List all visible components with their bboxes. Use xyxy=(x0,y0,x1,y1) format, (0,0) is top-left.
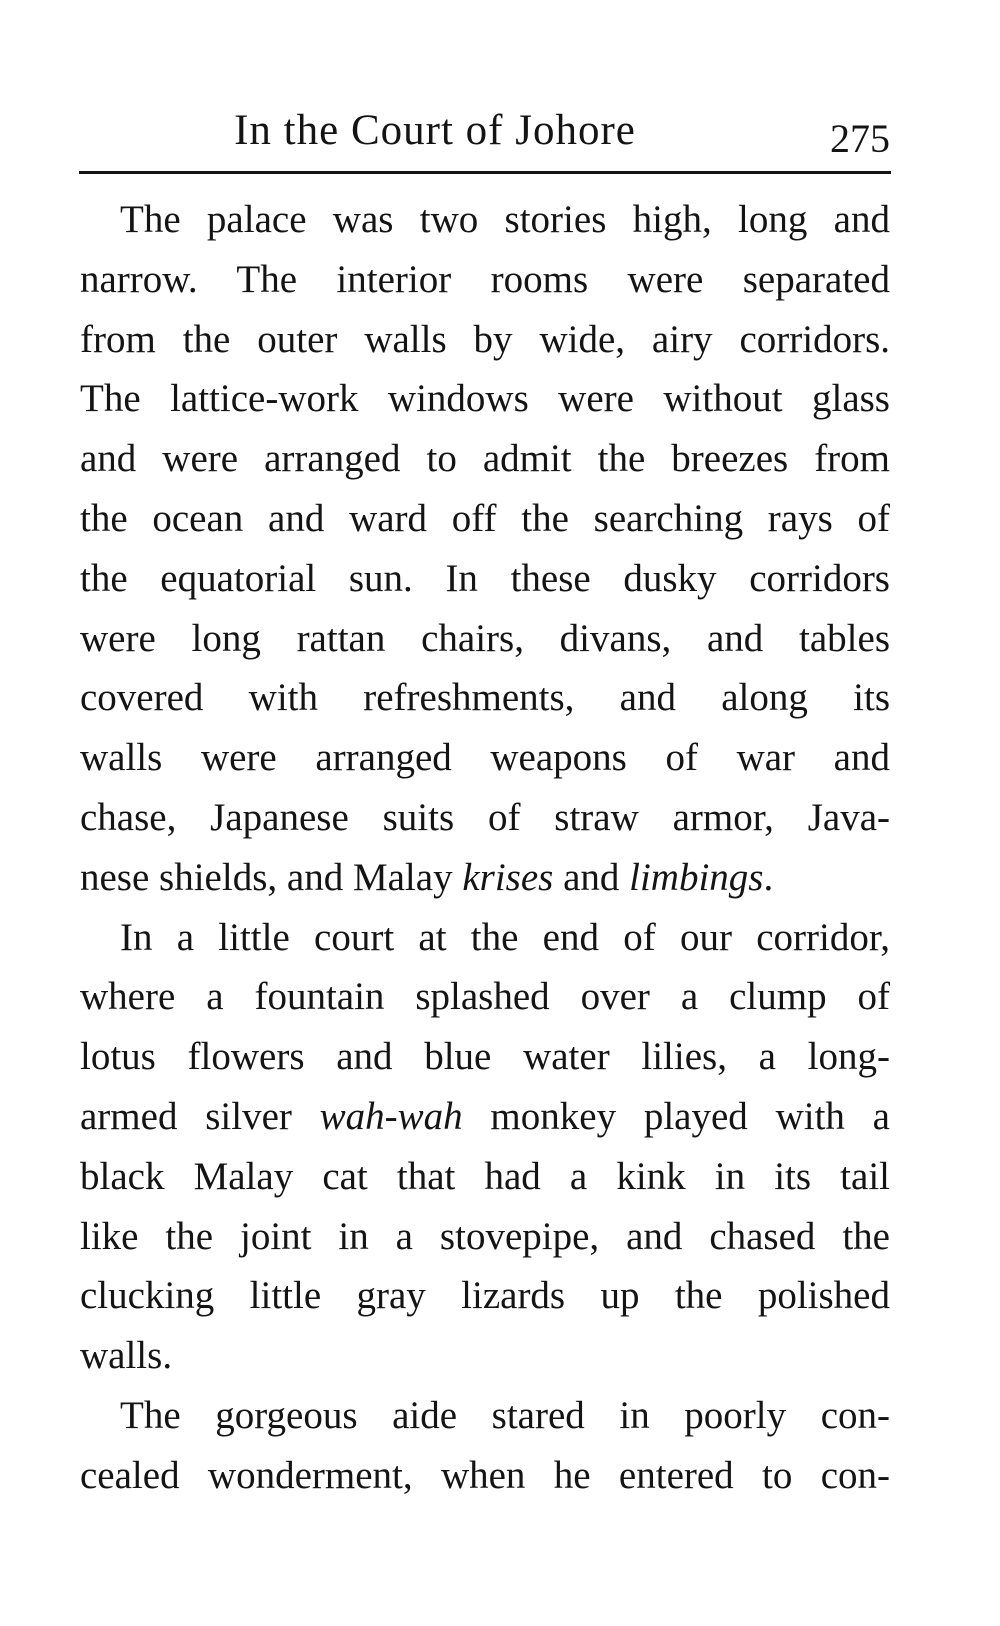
paragraph-2 xyxy=(80,908,890,1386)
text-line: walls. xyxy=(80,1334,173,1378)
italic-term-limbings: limbings xyxy=(629,855,764,899)
text-line: narrow. The interior rooms were separated xyxy=(80,257,890,301)
text-segment: monkey played with a xyxy=(462,1094,890,1138)
text-segment: nese shields, and Malay xyxy=(80,855,463,899)
text-segment: armed silver xyxy=(80,1094,320,1138)
header-rule xyxy=(79,171,891,174)
running-head xyxy=(80,100,890,162)
text-line: The gorgeous aide stared in poorly con- xyxy=(120,1393,890,1437)
text-line: and were arranged to admit the breezes from xyxy=(80,437,890,481)
running-title: In the Court of Johore xyxy=(234,107,636,154)
text-segment: and xyxy=(553,855,630,899)
text-line: where a fountain splashed over a clump of xyxy=(80,975,890,1019)
paragraph-1 xyxy=(80,190,890,908)
text-line: like the joint in a stovepipe, and chased the xyxy=(80,1214,890,1258)
text-line: clucking little gray lizards up the polished xyxy=(80,1274,890,1318)
text-line: chase, Japanese suits of straw armor, Java- xyxy=(80,795,890,839)
text-line: were long rattan chairs, divans, and tables xyxy=(80,616,890,660)
text-segment: . xyxy=(763,855,774,899)
text-line xyxy=(80,848,890,908)
text-line: The palace was two stories high, long and xyxy=(120,198,890,241)
text-line xyxy=(80,1087,890,1147)
text-line: the equatorial sun. In these dusky corridors xyxy=(80,556,890,600)
text-line: The lattice-work windows were without glass xyxy=(80,377,890,421)
italic-term-krises: krises xyxy=(462,855,554,899)
text-line: black Malay cat that had a kink in its tail xyxy=(80,1154,890,1198)
text-line: from the outer walls by wide, airy corridors. xyxy=(80,317,890,361)
paragraph-3 xyxy=(80,1386,890,1506)
page-number: 275 xyxy=(830,116,890,161)
text-line: lotus flowers and blue water lilies, a long- xyxy=(80,1035,890,1079)
text-line: covered with refreshments, and along its xyxy=(80,676,890,720)
text-line: the ocean and ward off the searching rays of xyxy=(80,496,890,540)
text-line: cealed wonderment, when he entered to con- xyxy=(80,1453,890,1497)
text-line: In a little court at the end of our corridor, xyxy=(120,915,890,959)
text-line: walls were arranged weapons of war and xyxy=(80,736,890,780)
body-text xyxy=(80,190,890,1506)
italic-term-wah-wah: wah-wah xyxy=(319,1094,463,1138)
